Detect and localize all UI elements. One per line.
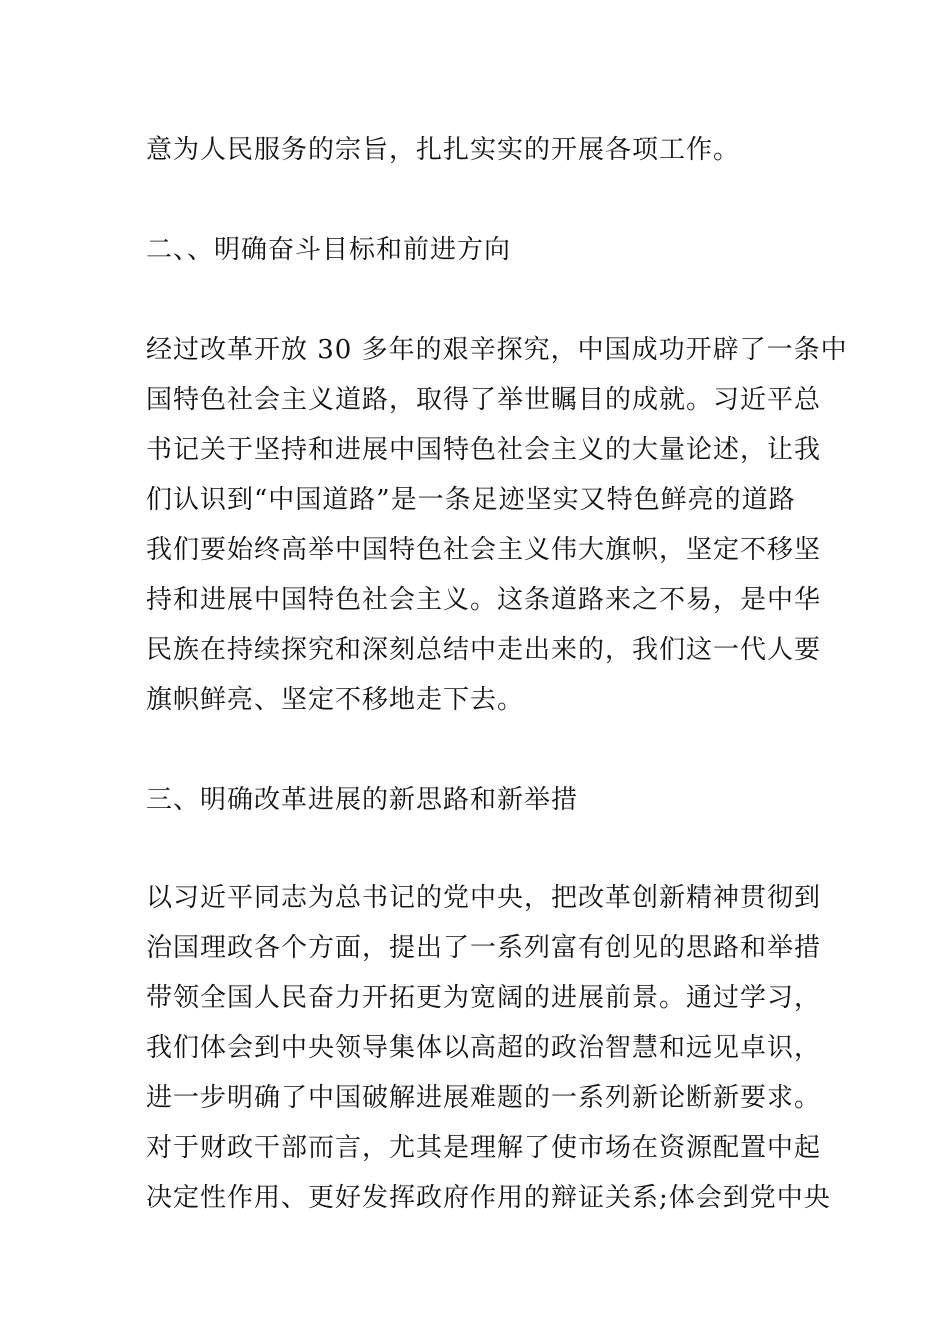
paragraph-line: 意为人民服务的宗旨，扎扎实实的开展各项工作。	[146, 135, 741, 165]
paragraph-line: 我们要始终高举中国特色社会主义伟大旗帜，坚定不移坚	[146, 535, 822, 565]
paragraph-line: 进一步明确了中国破解进展难题的一系列新论断新要求。	[146, 1083, 822, 1113]
section-heading: 三、明确改革进展的新思路和新举措	[146, 785, 579, 815]
paragraph-line: 国特色社会主义道路，取得了举世瞩目的成就。习近平总	[146, 385, 822, 415]
paragraph-line: 民族在持续探究和深刻总结中走出来的，我们这一代人要	[146, 635, 822, 665]
paragraph-line: 以习近平同志为总书记的党中央，把改革创新精神贯彻到	[146, 883, 822, 913]
paragraph-line: 带领全国人民奋力开拓更为宽阔的进展前景。通过学习，	[146, 983, 822, 1013]
paragraph-line: 决定性作用、更好发挥政府作用的辩证关系;体会到党中央	[146, 1183, 831, 1213]
section-heading: 二、、明确奋斗目标和前进方向	[146, 235, 512, 265]
paragraph-line: 我们体会到中央领导集体以高超的政治智慧和远见卓识，	[146, 1033, 822, 1063]
paragraph-line: 经过改革开放 30 多年的艰辛探究，中国成功开辟了一条中	[146, 335, 848, 365]
paragraph-line: 对于财政干部而言，尤其是理解了使市场在资源配置中起	[146, 1133, 822, 1163]
paragraph-line: 旗帜鲜亮、坚定不移地走下去。	[146, 685, 525, 715]
paragraph-line: 们认识到“中国道路”是一条足迹坚实又特色鲜亮的道路	[146, 485, 796, 515]
paragraph-line: 持和进展中国特色社会主义。这条道路来之不易，是中华	[146, 585, 822, 615]
paragraph-line: 书记关于坚持和进展中国特色社会主义的大量论述，让我	[146, 435, 822, 465]
paragraph-line: 治国理政各个方面，提出了一系列富有创见的思路和举措	[146, 933, 822, 963]
